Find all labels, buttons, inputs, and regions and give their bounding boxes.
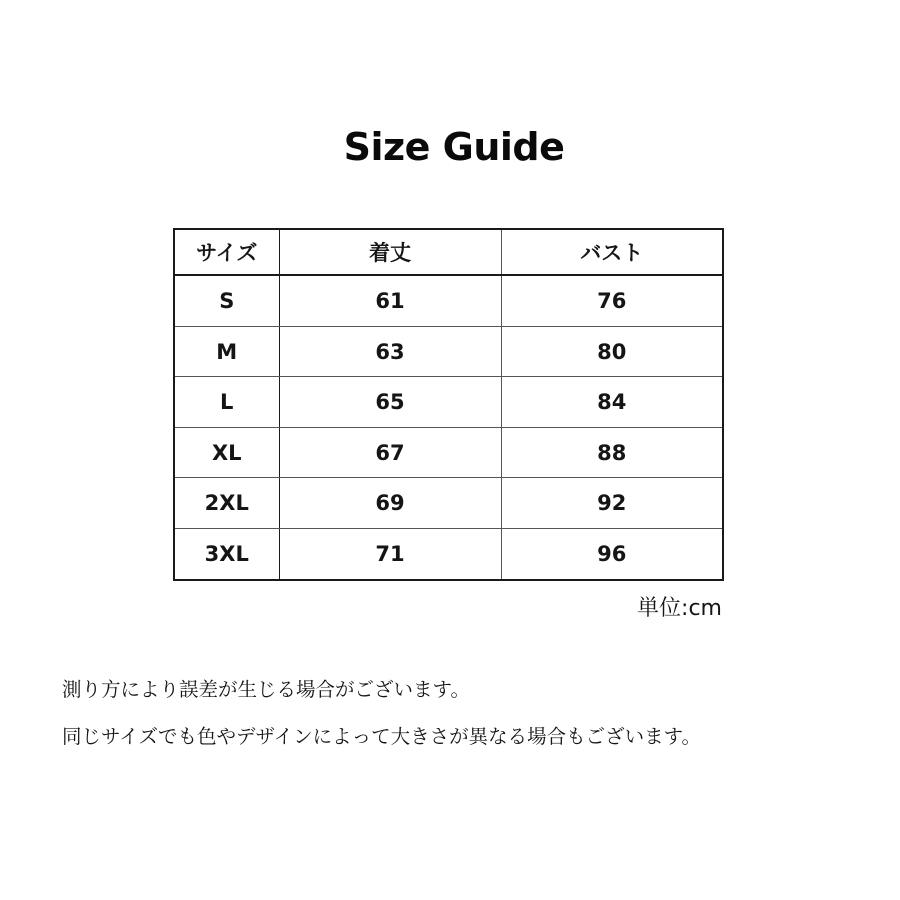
page-title: Size Guide bbox=[343, 125, 565, 169]
cell-length: 61 bbox=[279, 275, 501, 327]
cell-size: M bbox=[174, 327, 279, 377]
cell-bust: 84 bbox=[501, 377, 723, 427]
table-header-row bbox=[174, 229, 723, 275]
cell-bust: 88 bbox=[501, 427, 723, 477]
unit-label: 単位:cm bbox=[637, 596, 722, 621]
cell-length: 67 bbox=[279, 427, 501, 477]
table-row bbox=[174, 528, 723, 580]
cell-size: 2XL bbox=[174, 478, 279, 528]
cell-bust: 96 bbox=[501, 528, 723, 580]
cell-bust: 76 bbox=[501, 275, 723, 327]
cell-length: 63 bbox=[279, 327, 501, 377]
header-length: 着丈 bbox=[279, 229, 501, 275]
cell-bust: 92 bbox=[501, 478, 723, 528]
cell-size: S bbox=[174, 275, 279, 327]
table-row bbox=[174, 275, 723, 327]
size-table bbox=[173, 228, 724, 581]
cell-size: 3XL bbox=[174, 528, 279, 580]
note-size-variation: 同じサイズでも色やデザインによって大きさが異なる場合もございます。 bbox=[62, 725, 702, 748]
cell-length: 71 bbox=[279, 528, 501, 580]
cell-length: 65 bbox=[279, 377, 501, 427]
table-row bbox=[174, 427, 723, 477]
header-bust: バスト bbox=[501, 229, 723, 275]
cell-length: 69 bbox=[279, 478, 501, 528]
table-row bbox=[174, 377, 723, 427]
table-row bbox=[174, 478, 723, 528]
cell-size: XL bbox=[174, 427, 279, 477]
header-size: サイズ bbox=[174, 229, 279, 275]
note-measurement-error: 測り方により誤差が生じる場合がございます。 bbox=[62, 678, 470, 701]
table-row bbox=[174, 327, 723, 377]
cell-size: L bbox=[174, 377, 279, 427]
cell-bust: 80 bbox=[501, 327, 723, 377]
